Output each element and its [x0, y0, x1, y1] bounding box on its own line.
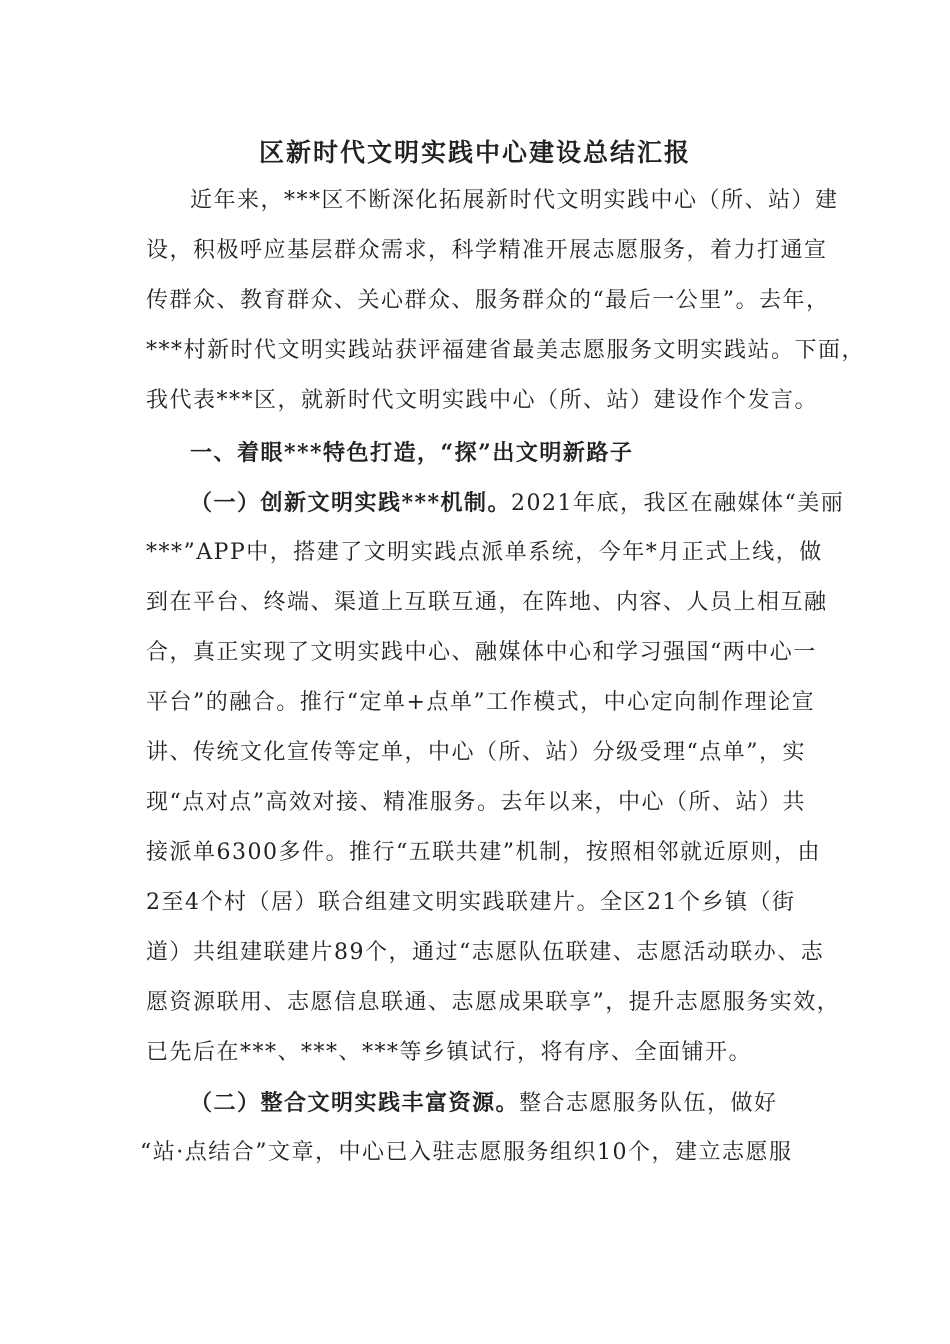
- section1-lead: （一）创新文明实践***机制。: [190, 490, 512, 516]
- document-title: 区新时代文明实践中心建设总结汇报: [258, 138, 691, 167]
- intro-line-5: 我代表***区，就新时代文明实践中心（所、站）建设作个发言。: [146, 388, 819, 413]
- section2-first-line: [190, 1088, 806, 1119]
- section1-line: 合，真正实现了文明实践中心、融媒体中心和学习强国“两中心一: [146, 640, 817, 665]
- intro-line-2: 设，积极呼应基层群众需求，科学精准开展志愿服务，着力打通宣: [146, 238, 828, 263]
- section1-line: 到在平台、终端、渠道上互联互通，在阵地、内容、人员上相互融: [146, 590, 828, 615]
- section1-line: 讲、传统文化宣传等定单，中心（所、站）分级受理“点单”，实: [146, 740, 806, 765]
- section2-lead: （二）整合文明实践丰富资源。: [190, 1090, 520, 1116]
- section1-line: 平台”的融合。推行“定单+点单”工作模式，中心定向制作理论宣: [146, 690, 816, 715]
- section1-line: 接派单6300多件。推行“五联共建”机制，按照相邻就近原则，由: [146, 840, 821, 865]
- section1-line: 愿资源联用、志愿信息联通、志愿成果联享”，提升志愿服务实效，: [146, 990, 841, 1015]
- section1-line: 2至4个村（居）联合组建文明实践联建片。全区21个乡镇（街: [146, 890, 796, 915]
- section1-line: ***”APP中，搭建了文明实践点派单系统，今年*月正式上线，做: [146, 540, 823, 565]
- section1-line: 已先后在***、***、***等乡镇试行，将有序、全面铺开。: [146, 1040, 753, 1065]
- intro-line-4: ***村新时代文明实践站获评福建省最美志愿服务文明实践站。下面，: [146, 338, 866, 363]
- section1-line: 现“点对点”高效对接、精准服务。去年以来，中心（所、站）共: [146, 790, 806, 815]
- section1-line: 道）共组建联建片89个，通过“志愿队伍联建、志愿活动联办、志: [146, 940, 825, 965]
- section1-first-rest: 2021年底，我区在融媒体“美丽: [511, 491, 845, 516]
- section2-first-rest: 整合志愿服务队伍，做好: [519, 1091, 778, 1116]
- section2-line: “站·点结合”文章，中心已入驻志愿服务组织10个，建立志愿服: [140, 1140, 793, 1165]
- heading-1: 一、着眼***特色打造，“探”出文明新路子: [190, 440, 634, 466]
- section1-first-line: [190, 488, 845, 519]
- intro-line-1: 近年来，***区不断深化拓展新时代文明实践中心（所、站）建: [190, 188, 839, 213]
- intro-line-3: 传群众、教育群众、关心群众、服务群众的“最后一公里”。去年，: [146, 288, 830, 313]
